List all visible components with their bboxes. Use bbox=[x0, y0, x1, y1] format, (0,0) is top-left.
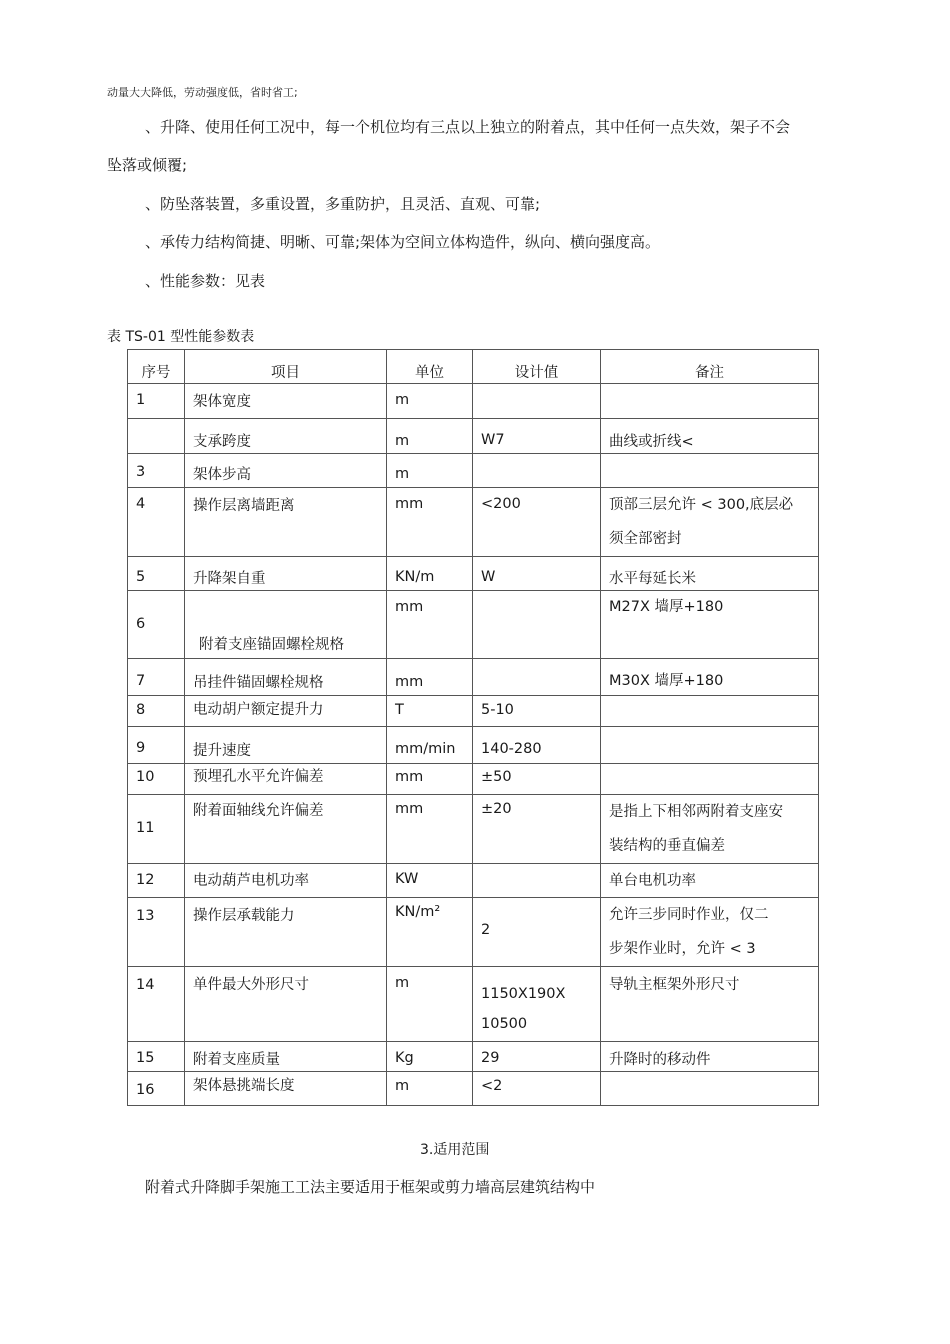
cell-no: 3 bbox=[128, 454, 185, 488]
cell-item: 架体步高 bbox=[185, 454, 387, 488]
cell-no bbox=[128, 419, 185, 454]
cell-unit: mm bbox=[387, 659, 473, 696]
cell-value: <200 bbox=[473, 488, 601, 557]
cell-note bbox=[601, 384, 819, 419]
cell-unit: KN/m bbox=[387, 557, 473, 591]
header-value: 设计值 bbox=[473, 350, 601, 384]
cell-unit: mm bbox=[387, 591, 473, 659]
cell-no: 12 bbox=[128, 864, 185, 898]
cell-note bbox=[601, 898, 819, 967]
section-title: 3.适用范围 bbox=[420, 1142, 490, 1158]
cell-value: 5-10 bbox=[473, 696, 601, 727]
cell-unit: m bbox=[387, 454, 473, 488]
cell-note bbox=[601, 488, 819, 557]
cell-unit: m bbox=[387, 384, 473, 419]
header-item: 项目 bbox=[185, 350, 387, 384]
cell-unit: KN/m² bbox=[387, 898, 473, 967]
header-no: 序号 bbox=[128, 350, 185, 384]
cell-unit: T bbox=[387, 696, 473, 727]
cell-no: 10 bbox=[128, 764, 185, 795]
table-row bbox=[128, 795, 819, 864]
cell-no: 15 bbox=[128, 1042, 185, 1072]
cell-value: 29 bbox=[473, 1042, 601, 1072]
table-header-row bbox=[128, 350, 819, 384]
note-line: 是指上下相邻两附着支座安 bbox=[609, 804, 783, 820]
note-line: 步架作业时，允许 < 3 bbox=[609, 941, 756, 957]
paragraph-line: 坠落或倾覆; bbox=[107, 156, 188, 174]
paragraph-line: 附着式升降脚手架施工工法主要适用于框架或剪力墙高层建筑结构中 bbox=[145, 1178, 596, 1196]
cell-value bbox=[473, 659, 601, 696]
cell-no: 8 bbox=[128, 696, 185, 727]
cell-value bbox=[473, 967, 601, 1042]
cell-value bbox=[473, 591, 601, 659]
cell-value: 2 bbox=[473, 898, 601, 967]
note-line: 装结构的垂直偏差 bbox=[609, 838, 725, 854]
cell-unit: m bbox=[387, 419, 473, 454]
cell-unit: mm bbox=[387, 764, 473, 795]
note-line: 允许三步同时作业，仅二 bbox=[609, 907, 769, 923]
paragraph-line: 、性能参数：见表 bbox=[145, 272, 266, 290]
cell-value: <2 bbox=[473, 1072, 601, 1106]
cell-item: 吊挂件锚固螺栓规格 bbox=[185, 659, 387, 696]
table-row bbox=[128, 454, 819, 488]
cell-item: 预埋孔水平允许偏差 bbox=[185, 764, 387, 795]
note-line: 须全部密封 bbox=[609, 531, 682, 547]
cell-value bbox=[473, 454, 601, 488]
cell-item: 架体悬挑端长度 bbox=[185, 1072, 387, 1106]
table-row bbox=[128, 764, 819, 795]
table-row bbox=[128, 864, 819, 898]
header-unit: 单位 bbox=[387, 350, 473, 384]
cell-item: 操作层承载能力 bbox=[185, 898, 387, 967]
cell-note: M30X 墙厚+180 bbox=[601, 659, 819, 696]
cell-value: W bbox=[473, 557, 601, 591]
value-line: 1150X190X bbox=[481, 986, 566, 1002]
table-row bbox=[128, 384, 819, 419]
table-row bbox=[128, 1042, 819, 1072]
table-row bbox=[128, 557, 819, 591]
cell-value: ±20 bbox=[473, 795, 601, 864]
cell-item: 附着支座质量 bbox=[185, 1042, 387, 1072]
cell-note: M27X 墙厚+180 bbox=[601, 591, 819, 659]
paragraph-line: 、防坠落装置，多重设置，多重防护，且灵活、直观、可靠; bbox=[145, 195, 541, 213]
cell-note: 升降时的移动件 bbox=[601, 1042, 819, 1072]
cell-note bbox=[601, 727, 819, 764]
paragraph-line: 、升降、使用任何工况中，每一个机位均有三点以上独立的附着点，其中任何一点失效，架子不会 bbox=[145, 118, 791, 136]
cell-note: 水平每延长米 bbox=[601, 557, 819, 591]
cell-item: 电动胡户额定提升力 bbox=[185, 696, 387, 727]
table-row bbox=[128, 1072, 819, 1106]
table-row bbox=[128, 488, 819, 557]
cell-unit: mm/min bbox=[387, 727, 473, 764]
cell-value: 140-280 bbox=[473, 727, 601, 764]
cell-unit: mm bbox=[387, 795, 473, 864]
cell-note bbox=[601, 1072, 819, 1106]
cell-item: 支承跨度 bbox=[185, 419, 387, 454]
cell-value: ±50 bbox=[473, 764, 601, 795]
cell-unit: m bbox=[387, 967, 473, 1042]
cell-no: 4 bbox=[128, 488, 185, 557]
cell-note bbox=[601, 696, 819, 727]
cell-item: 单件最大外形尺寸 bbox=[185, 967, 387, 1042]
value-line: 10500 bbox=[481, 1016, 528, 1032]
cell-item: 升降架自重 bbox=[185, 557, 387, 591]
cell-no: 11 bbox=[128, 795, 185, 864]
cell-no: 14 bbox=[128, 967, 185, 1042]
cell-note bbox=[601, 795, 819, 864]
table-row bbox=[128, 419, 819, 454]
cell-item: 提升速度 bbox=[185, 727, 387, 764]
cell-item: 附着支座锚固螺栓规格 bbox=[185, 591, 387, 659]
cell-no: 7 bbox=[128, 659, 185, 696]
cell-no: 1 bbox=[128, 384, 185, 419]
cell-item: 电动葫芦电机功率 bbox=[185, 864, 387, 898]
cell-note: 导轨主框架外形尺寸 bbox=[601, 967, 819, 1042]
cell-unit: KW bbox=[387, 864, 473, 898]
spec-table bbox=[127, 349, 819, 1106]
cell-note bbox=[601, 454, 819, 488]
cell-value: W7 bbox=[473, 419, 601, 454]
cell-note: 曲线或折线< bbox=[601, 419, 819, 454]
cell-no: 5 bbox=[128, 557, 185, 591]
paragraph-line: 、承传力结构简捷、明晰、可靠;架体为空间立体构造件，纵向、横向强度高。 bbox=[145, 233, 661, 251]
table-row bbox=[128, 727, 819, 764]
cell-no: 16 bbox=[128, 1072, 185, 1106]
cell-item: 操作层离墙距离 bbox=[185, 488, 387, 557]
cell-item: 附着面轴线允许偏差 bbox=[185, 795, 387, 864]
note-line: 顶部三层允许 < 300,底层必 bbox=[609, 497, 794, 513]
cell-unit: Kg bbox=[387, 1042, 473, 1072]
cell-unit: m bbox=[387, 1072, 473, 1106]
table-caption: 表 TS-01 型性能参数表 bbox=[107, 329, 255, 345]
cell-item: 架体宽度 bbox=[185, 384, 387, 419]
table-row bbox=[128, 659, 819, 696]
table-row bbox=[128, 591, 819, 659]
cell-note bbox=[601, 764, 819, 795]
cell-value bbox=[473, 864, 601, 898]
cell-value bbox=[473, 384, 601, 419]
cell-no: 9 bbox=[128, 727, 185, 764]
cell-unit: mm bbox=[387, 488, 473, 557]
cell-no: 13 bbox=[128, 898, 185, 967]
cell-note: 单台电机功率 bbox=[601, 864, 819, 898]
table-row bbox=[128, 898, 819, 967]
cell-no: 6 bbox=[128, 591, 185, 659]
table-row bbox=[128, 967, 819, 1042]
header-note: 备注 bbox=[601, 350, 819, 384]
paragraph-line: 动量大大降低，劳动强度低，省时省工; bbox=[107, 86, 298, 99]
table-row bbox=[128, 696, 819, 727]
